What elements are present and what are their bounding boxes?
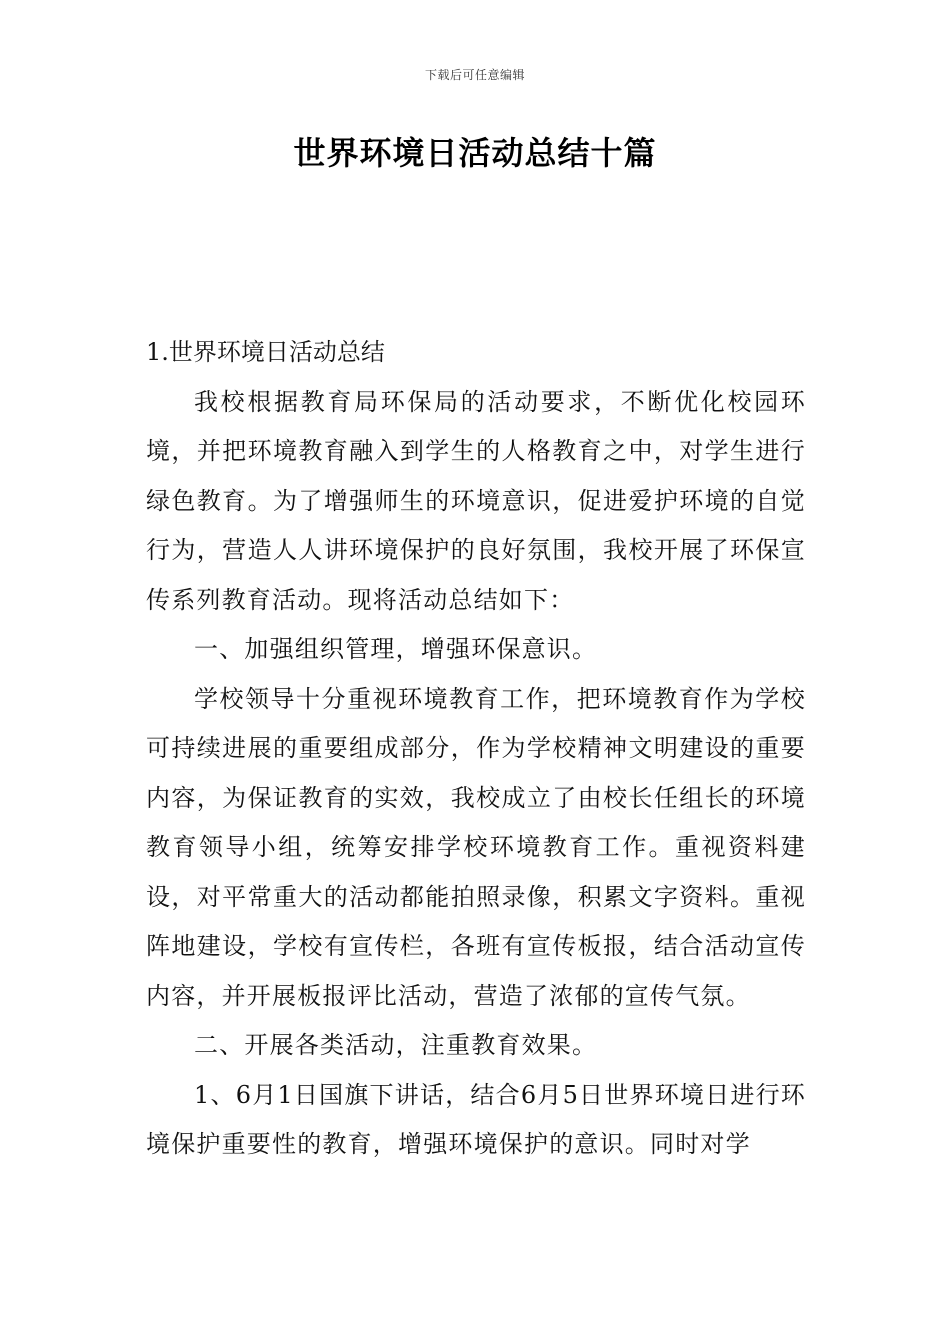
paragraph-organization: 学校领导十分重视环境教育工作，把环境教育作为学校可持续进展的重要组成部分，作为学校精神文明建设的重要内容，为保证教育的实效，我校成立了由校长任组长的环境教育领导小组，统筹安排学校环境教育工作。重视资料建设，对平常重大的活动都能拍照录像，积累文字资料。重视阵地建设，学校有宣传栏，各班有宣传板报，结合活动宣传内容，并开展板报评比活动，营造了浓郁的宣传气氛。: [146, 684, 806, 1010]
document-title: 世界环境日活动总结十篇: [293, 134, 657, 172]
paragraph-heading-one: 一、加强组织管理，增强环保意识。: [194, 635, 598, 663]
section-heading: 1.世界环境日活动总结: [146, 338, 385, 366]
paragraph-intro: 我校根据教育局环保局的活动要求，不断优化校园环境，并把环境教育融入到学生的人格教育之中，对学生进行绿色教育。为了增强师生的环境意识，促进爱护环境的自觉行为，营造人人讲环境保护的良好氛围，我校开展了环保宣传系列教育活动。现将活动总结如下：: [146, 387, 806, 614]
paragraph-heading-two: 二、开展各类活动，注重教育效果。: [194, 1031, 598, 1059]
header-note: 下载后可任意编辑: [424, 68, 525, 82]
paragraph-activity-one: 1、6月1日国旗下讲话，结合6月5日世界环境日进行环境保护重要性的教育，增强环境保护的意识。同时对学: [146, 1080, 806, 1158]
document-body: [146, 328, 806, 1170]
